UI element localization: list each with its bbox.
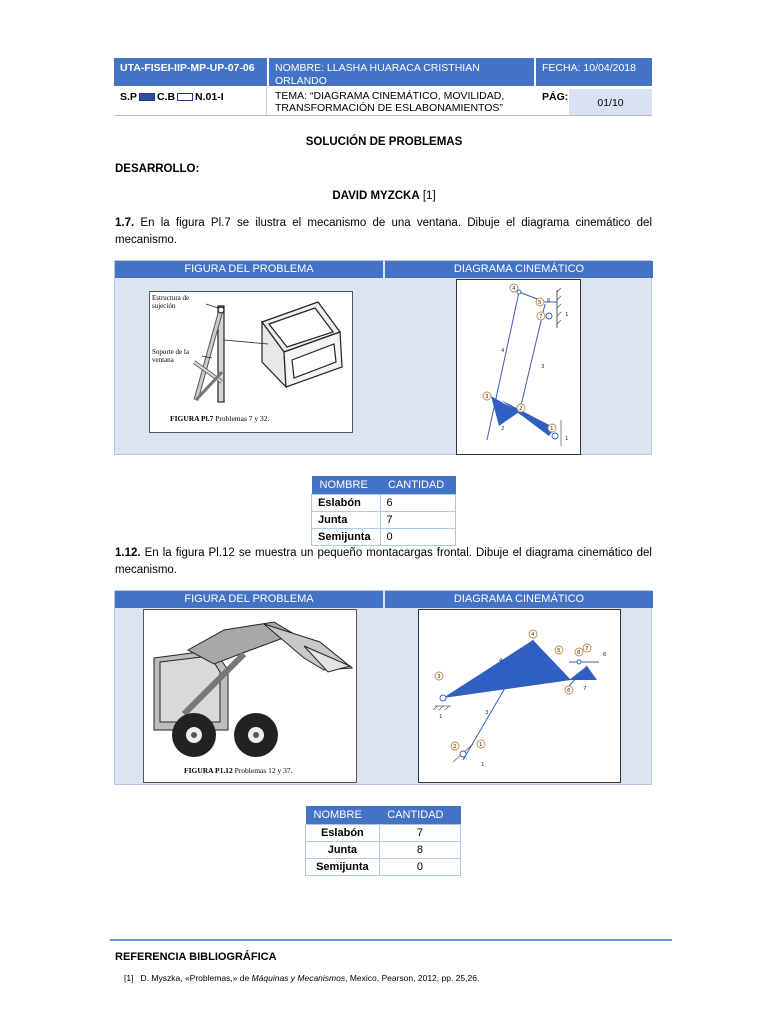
fig1-label-structure: Estructura de sujeción [152,294,190,310]
table-row: Eslabón 7 [306,825,461,842]
problem-1-text: En la figura Pl.7 se ilustra el mecanismo de una ventana. Dibuje el diagrama cinemático del mecanismo. [115,217,652,246]
table-header-row [306,806,461,825]
reference-number: [1] [124,973,134,983]
problem-1-col-figure: FIGURA DEL PROBLEMA [115,261,383,278]
page-label: PÁG: [542,91,569,103]
date: FECHA: 10/04/2018 [536,58,652,86]
fig1-caption [170,414,350,423]
svg-text:6: 6 [547,298,551,304]
col-nombre: NOMBRE [306,806,380,825]
cb-checkbox-empty-icon [177,93,193,101]
svg-text:2: 2 [501,426,505,432]
problem-1-figure-table [114,260,652,455]
svg-text:1: 1 [481,762,485,768]
reference-pre: D. Myszka, «Problemas,» de [140,973,252,983]
problem-1-statement [115,215,652,249]
problem-2-text: En la figura Pl.12 se muestra un pequeño montacargas frontal. Dibuje el diagrama cinemático del mecanismo. [115,547,652,576]
svg-text:7: 7 [585,646,589,652]
svg-text:4: 4 [501,348,505,354]
problem-1-figure-image [149,291,353,433]
author-ref: [1] [419,190,436,202]
col-cantidad: CANTIDAD [380,476,455,495]
table-row: Eslabón 6 [312,495,456,512]
svg-text:4: 4 [512,286,516,292]
kinematic-diagram-1-drawing [457,280,580,454]
table-row: Semijunta 0 [312,529,456,546]
topic-line-2: TRANSFORMACIÓN DE ESLABONAMIENTOS” [275,102,503,114]
col-cantidad: CANTIDAD [379,806,460,825]
svg-text:1: 1 [550,426,554,432]
problem-1-kinematic-diagram [456,279,581,455]
problem-1-count-table [311,476,456,546]
fig1-caption-text: Problemas 7 y 32. [215,414,270,423]
svg-text:5: 5 [557,648,561,654]
student-name: NOMBRE: LLASHA HUARACA CRISTHIAN ORLANDO [269,58,534,86]
svg-text:8: 8 [577,650,581,656]
topic [269,87,534,116]
header-bottom-line [114,115,652,116]
problem-1-col-diagram: DIAGRAMA CINEMÁTICO [385,261,653,278]
reference-entry [124,973,479,983]
header-table [114,58,652,116]
svg-text:4: 4 [499,658,503,664]
reference-heading: REFERENCIA BIBLIOGRÁFICA [115,951,277,963]
table-row: Junta 8 [306,842,461,859]
table-row: Semijunta 0 [306,859,461,876]
problem-2-kinematic-diagram [418,609,621,783]
fig1-caption-label: FIGURA Pl.7 [170,414,214,423]
doc-flags [114,87,267,116]
svg-text:1: 1 [565,312,569,318]
svg-text:5: 5 [538,300,542,306]
table-row: Junta 7 [312,512,456,529]
svg-text:2: 2 [453,744,457,750]
svg-text:6: 6 [603,652,607,658]
reference-post: , Mexico, Pearson, 2012, pp. 25,26. [345,973,480,983]
topic-line-1: TEMA: “DIAGRAMA CINEMÁTICO, MOVILIDAD, [275,90,505,102]
page-title: SOLUCIÓN DE PROBLEMAS [305,136,463,148]
svg-text:1: 1 [565,436,569,442]
problem-2-count-table [305,806,461,876]
reference-book: Máquinas y Mecanismos [251,973,346,983]
svg-text:4: 4 [531,632,535,638]
cb-label: C.B [156,91,176,103]
svg-text:3: 3 [437,674,441,680]
kinematic-diagram-2-drawing [419,610,620,782]
problem-2-statement [115,545,652,579]
problem-1-number: 1.7. [115,217,135,229]
problem-2-col-figure: FIGURA DEL PROBLEMA [115,591,383,608]
table-header-row [312,476,456,495]
problem-2-figure-image [143,609,357,783]
skid-loader-drawing [144,610,356,782]
svg-text:3: 3 [541,364,545,370]
problem-2-figure-table [114,590,652,785]
svg-text:1: 1 [439,714,443,720]
author-heading [0,190,768,202]
n-label: N.01-I [195,91,224,103]
fig2-caption-text: Problemas 12 y 37. [234,766,293,775]
svg-text:6: 6 [567,688,571,694]
fig1-label-support: Soporte de la ventana [152,348,189,364]
svg-text:2: 2 [519,406,523,412]
col-nombre: NOMBRE [312,476,381,495]
svg-text:7: 7 [583,686,587,692]
window-mechanism-drawing [150,292,352,432]
fig2-caption-label: FIGURA P1.12 [184,766,233,775]
doc-code: UTA-FISEI-IIP-MP-UP-07-06 [114,58,267,86]
footer-divider [110,939,672,941]
author-name: DAVID MYZCKA [332,190,420,202]
problem-2-number: 1.12. [115,547,141,559]
svg-text:3: 3 [485,394,489,400]
section-desarrollo: DESARROLLO: [115,163,200,175]
problem-2-col-diagram: DIAGRAMA CINEMÁTICO [385,591,653,608]
sp-checkbox-filled-icon [139,93,155,101]
fig2-caption [184,766,356,775]
svg-text:3: 3 [485,710,489,716]
svg-text:1: 1 [479,742,483,748]
page-number: 01/10 [569,89,652,116]
svg-text:7: 7 [539,314,543,320]
sp-label: S.P [120,91,137,103]
